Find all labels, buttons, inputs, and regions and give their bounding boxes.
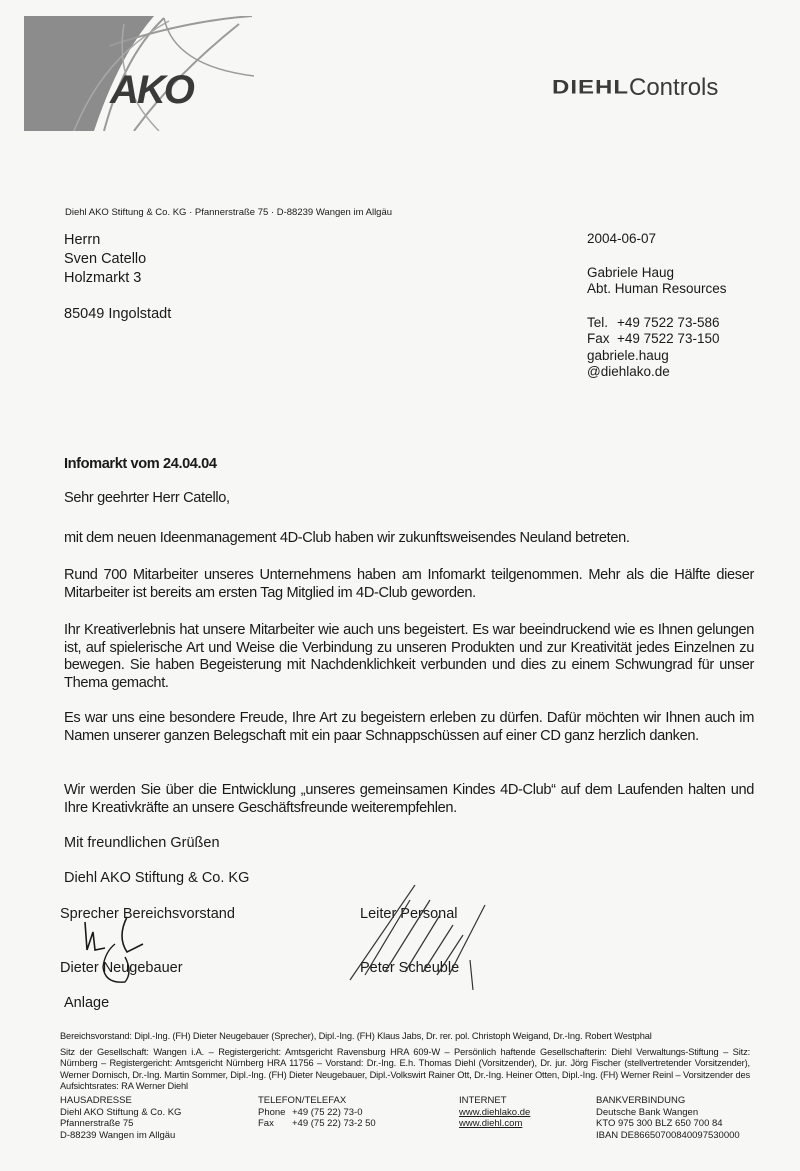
recipient-address: [64, 231, 171, 324]
closing-company: Diehl AKO Stiftung & Co. KG: [64, 870, 250, 886]
footer-bank-line: KTO 975 300 BLZ 650 700 84: [596, 1118, 723, 1130]
contact-department: Abt. Human Resources: [587, 281, 727, 296]
diehl-logo-bold: DIEHL: [552, 76, 629, 99]
contact-name: Gabriele Haug: [587, 264, 675, 280]
contact-fax: [587, 331, 727, 348]
footer-phone-label: Phone: [258, 1106, 286, 1118]
footer-address-line: D-88239 Wangen im Allgäu: [60, 1129, 176, 1141]
footer-address-line: Pfannerstraße 75: [60, 1118, 134, 1130]
letter-subject: Infomarkt vom 24.04.04: [64, 456, 217, 472]
signatory-2-title: Leiter Personal: [360, 906, 458, 922]
ako-logo-text: AKO: [110, 68, 193, 112]
footer-address-heading: HAUSADRESSE: [60, 1095, 132, 1106]
recipient-name: Sven Catello: [64, 251, 147, 267]
contact-email-1: gabriele.haug: [587, 347, 669, 363]
signature-neugebauer: [75, 912, 165, 992]
footer-fax-number: +49 (75 22) 73-2 50: [292, 1118, 376, 1130]
letter-paragraph-1: mit dem neuen Ideenmanagement 4D-Club haben wir zukunftsweisendes Neuland betreten.: [64, 530, 630, 546]
footer-bank-line: Deutsche Bank Wangen: [596, 1106, 699, 1118]
enclosure-note: Anlage: [64, 995, 110, 1011]
footer-bank-line: IBAN DE86650700840097530000: [596, 1129, 740, 1141]
diehl-logo-light: Controls: [629, 74, 719, 101]
letter-paragraph-4: Es war uns eine besondere Freude, Ihre Art zu begeistern erleben zu dürfen. Dafür möchten wir Ihnen auch im Namen unserer ganzen Belegschaft mit ein paar Schnappschüssen auf einer CD ganz herzlich danken.: [64, 710, 754, 744]
recipient-city: 85049 Ingolstadt: [64, 306, 172, 322]
footer-link-diehlako[interactable]: www.diehlako.de: [459, 1106, 531, 1118]
info-block: [587, 231, 727, 381]
recipient-street: Holzmarkt 3: [64, 270, 142, 286]
tel-label: Tel.: [587, 314, 609, 330]
signatory-2-name: Peter Scheuble: [360, 960, 460, 976]
footer-phone: [258, 1095, 376, 1130]
fax-label: Fax: [587, 331, 610, 346]
footer-bank-heading: BANKVERBINDUNG: [596, 1095, 686, 1106]
diehl-controls-logo: [552, 74, 718, 102]
closing-phrase: Mit freundlichen Grüßen: [64, 835, 220, 851]
letter-paragraph-5: Wir werden Sie über die Entwicklung „unseres gemeinsamen Kindes 4D-Club“ auf dem Laufenden halten und Ihre Kreativkräfte an unsere Geschäftsfreunde weiterempfehlen.: [64, 782, 754, 816]
letter-date: 2004-06-07: [587, 231, 657, 246]
footer-link-diehl[interactable]: www.diehl.com: [459, 1118, 523, 1130]
signatory-1-name: Dieter Neugebauer: [60, 960, 183, 976]
contact-tel: [587, 315, 727, 332]
footer-board-line: Bereichsvorstand: Dipl.-Ing. (FH) Dieter Neugebauer (Sprecher), Dipl.-Ing. (FH) Klaus Jabs, Dr. rer. pol. Christoph Weigand, Dr.-Ing. Robert Westphal: [60, 1031, 652, 1041]
footer-internet: [459, 1095, 530, 1130]
footer-phone-number: +49 (75 22) 73-0: [292, 1106, 363, 1118]
signatory-1-title: Sprecher Bereichsvorstand: [60, 906, 235, 922]
letter-paragraph-2: Rund 700 Mitarbeiter unseres Unternehmens haben am Infomarkt teilgenommen. Mehr als die Hälfte dieser Mitarbeiter ist bereits am ersten Tag Mitglied im 4D-Club geworden.: [64, 567, 754, 601]
letter-greeting: Sehr geehrter Herr Catello,: [64, 490, 230, 506]
footer-phone-heading: TELEFON/TELEFAX: [258, 1095, 347, 1106]
footer-address-line: Diehl AKO Stiftung & Co. KG: [60, 1106, 182, 1118]
sender-return-address: Diehl AKO Stiftung & Co. KG · Pfannerstraße 75 · D-88239 Wangen im Allgäu: [65, 207, 393, 218]
footer-address: [60, 1095, 181, 1141]
footer-fax-label: Fax: [258, 1118, 274, 1130]
recipient-salutation: Herrn: [64, 232, 101, 248]
letter-paragraph-3: Ihr Kreativerlebnis hat unsere Mitarbeiter wie auch uns begeistert. Es war beeindruckend wie es Ihnen gelungen ist, auf spielerische Art und Weise die Verbindung zu unseren Produkten und zur Kreativität jedes Einzelnen zu bewegen. Sie haben Begeisterung mit Nachdenklichkeit verbunden und dies zu einem Schwungrad für unser Thema gemacht.: [64, 622, 754, 691]
footer-bank: [596, 1095, 740, 1141]
footer-legal-text: Sitz der Gesellschaft: Wangen i.A. – Registergericht: Amtsgericht Ravensburg HRA 609-W – Persönlich haftende Gesellschafterin: Diehl Verwaltungs-Stiftung – Sitz: Nürnberg – Registergericht: Amtsgericht Nürnberg HRA 11756 – Vorstand: Dr.-Ing. E.h. Thomas Diehl (Vorsitzender), Dr. jur. Jörg Fischer (stellvertretender Vorsitzender), Werner Dornisch, Dr.-Ing. Martin Sommer, Dipl.-Ing. (FH) Dieter Neugebauer, Dipl.-Volkswirt Rainer Ott, Dr.-Ing. Heiner Otten, Dipl.-Ing. (FH) Werner Reinl – Vorsitzender des Aufsichtsrates: RA Werner Diehl: [60, 1047, 750, 1091]
footer-internet-heading: INTERNET: [459, 1095, 507, 1106]
signature-scheuble: [345, 880, 495, 990]
fax-number: +49 7522 73-150: [617, 331, 720, 346]
tel-number: +49 7522 73-586: [617, 314, 720, 330]
contact-email-2: @diehlako.de: [587, 364, 670, 379]
